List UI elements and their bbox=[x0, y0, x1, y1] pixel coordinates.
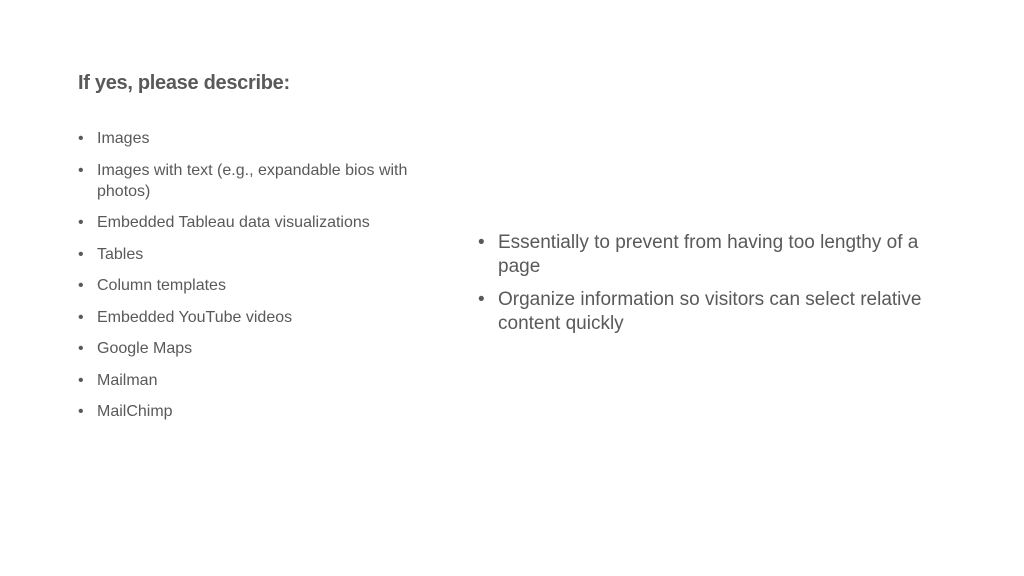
list-item-text: Column templates bbox=[97, 277, 226, 294]
list-item bbox=[78, 307, 458, 328]
list-item-text: Google Maps bbox=[97, 340, 193, 357]
list-item bbox=[78, 275, 458, 296]
bullet-icon: • bbox=[78, 371, 84, 389]
list-item-text: Mailman bbox=[97, 371, 158, 389]
bullet-icon: • bbox=[78, 340, 84, 357]
list-item bbox=[78, 212, 458, 233]
list-item-text: Images with text (e.g., expandable bios with photos) bbox=[97, 161, 408, 200]
bullet-icon: • bbox=[78, 161, 84, 179]
list-item bbox=[78, 370, 458, 391]
bullet-icon: • bbox=[78, 277, 84, 294]
list-item bbox=[478, 231, 948, 279]
slide-heading: If yes, please describe: bbox=[78, 72, 290, 94]
list-item bbox=[78, 128, 458, 149]
list-item-text: Essentially to prevent from having too lengthy of a page bbox=[498, 232, 919, 277]
list-item-text: Tables bbox=[97, 245, 144, 263]
bullet-icon: • bbox=[78, 245, 84, 263]
bullet-icon: • bbox=[78, 130, 84, 147]
bullet-icon: • bbox=[478, 232, 485, 253]
list-item-text: Organize information so visitors can select relative content quickly bbox=[498, 289, 922, 334]
list-item-text: MailChimp bbox=[97, 403, 173, 420]
list-item bbox=[78, 244, 458, 265]
bullet-icon: • bbox=[78, 214, 84, 231]
bullet-icon: • bbox=[78, 403, 84, 420]
list-item bbox=[78, 401, 458, 422]
bullet-icon: • bbox=[78, 308, 84, 326]
list-item-text: Embedded YouTube videos bbox=[97, 308, 293, 326]
right-bullet-list bbox=[478, 231, 948, 345]
left-bullet-list bbox=[78, 128, 458, 433]
list-item bbox=[478, 288, 948, 336]
list-item-text: Images bbox=[97, 130, 150, 147]
list-item bbox=[78, 160, 458, 202]
list-item-text: Embedded Tableau data visualizations bbox=[97, 214, 370, 231]
list-item bbox=[78, 338, 458, 359]
bullet-icon: • bbox=[478, 289, 485, 310]
